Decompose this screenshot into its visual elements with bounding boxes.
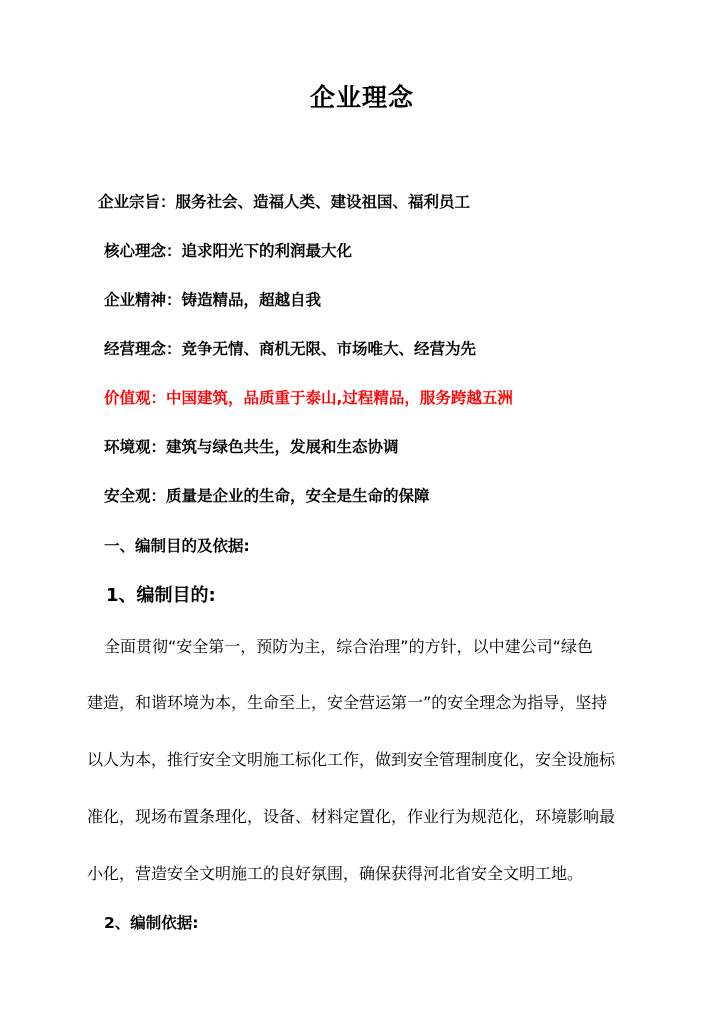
philosophy-core: 核心理念：追求阳光下的利润最大化 — [104, 242, 353, 260]
paragraph-line: 全面贯彻“安全第一，预防为主，综合治理”的方针，以中建公司“绿色 — [104, 637, 593, 656]
paragraph-line: 建造，和谐环境为本，生命至上，安全营运第一”的安全理念为指导，坚持 — [87, 693, 608, 712]
section-heading: 一、编制目的及依据: — [104, 537, 250, 555]
philosophy-spirit: 企业精神：铸造精品，超越自我 — [104, 291, 322, 309]
paragraph-line: 小化，营造安全文明施工的良好氛围，确保获得河北省安全文明工地。 — [87, 864, 584, 883]
subsection-heading-purpose: 1、编制目的: — [106, 585, 216, 606]
philosophy-safety: 安全观：质量是企业的生命，安全是生命的保障 — [104, 487, 430, 505]
philosophy-environment: 环境观：建筑与绿色共生，发展和生态协调 — [104, 438, 399, 456]
paragraph-line: 准化，现场布置条理化，设备、材料定置化，作业行为规范化，环境影响最 — [87, 807, 616, 826]
philosophy-values: 价值观：中国建筑，品质重于泰山,过程精品，服务跨越五洲 — [104, 389, 513, 407]
subsection-heading-basis: 2、编制依据: — [104, 914, 199, 932]
philosophy-business: 经营理念：竞争无情、商机无限、市场唯大、经营为先 — [104, 340, 477, 358]
paragraph-line: 以人为本，推行安全文明施工标化工作，做到安全管理制度化，安全设施标 — [87, 750, 616, 769]
philosophy-mission: 企业宗旨：服务社会、造福人类、建设祖国、福利员工 — [98, 193, 471, 211]
page-title: 企业理念 — [309, 83, 414, 112]
